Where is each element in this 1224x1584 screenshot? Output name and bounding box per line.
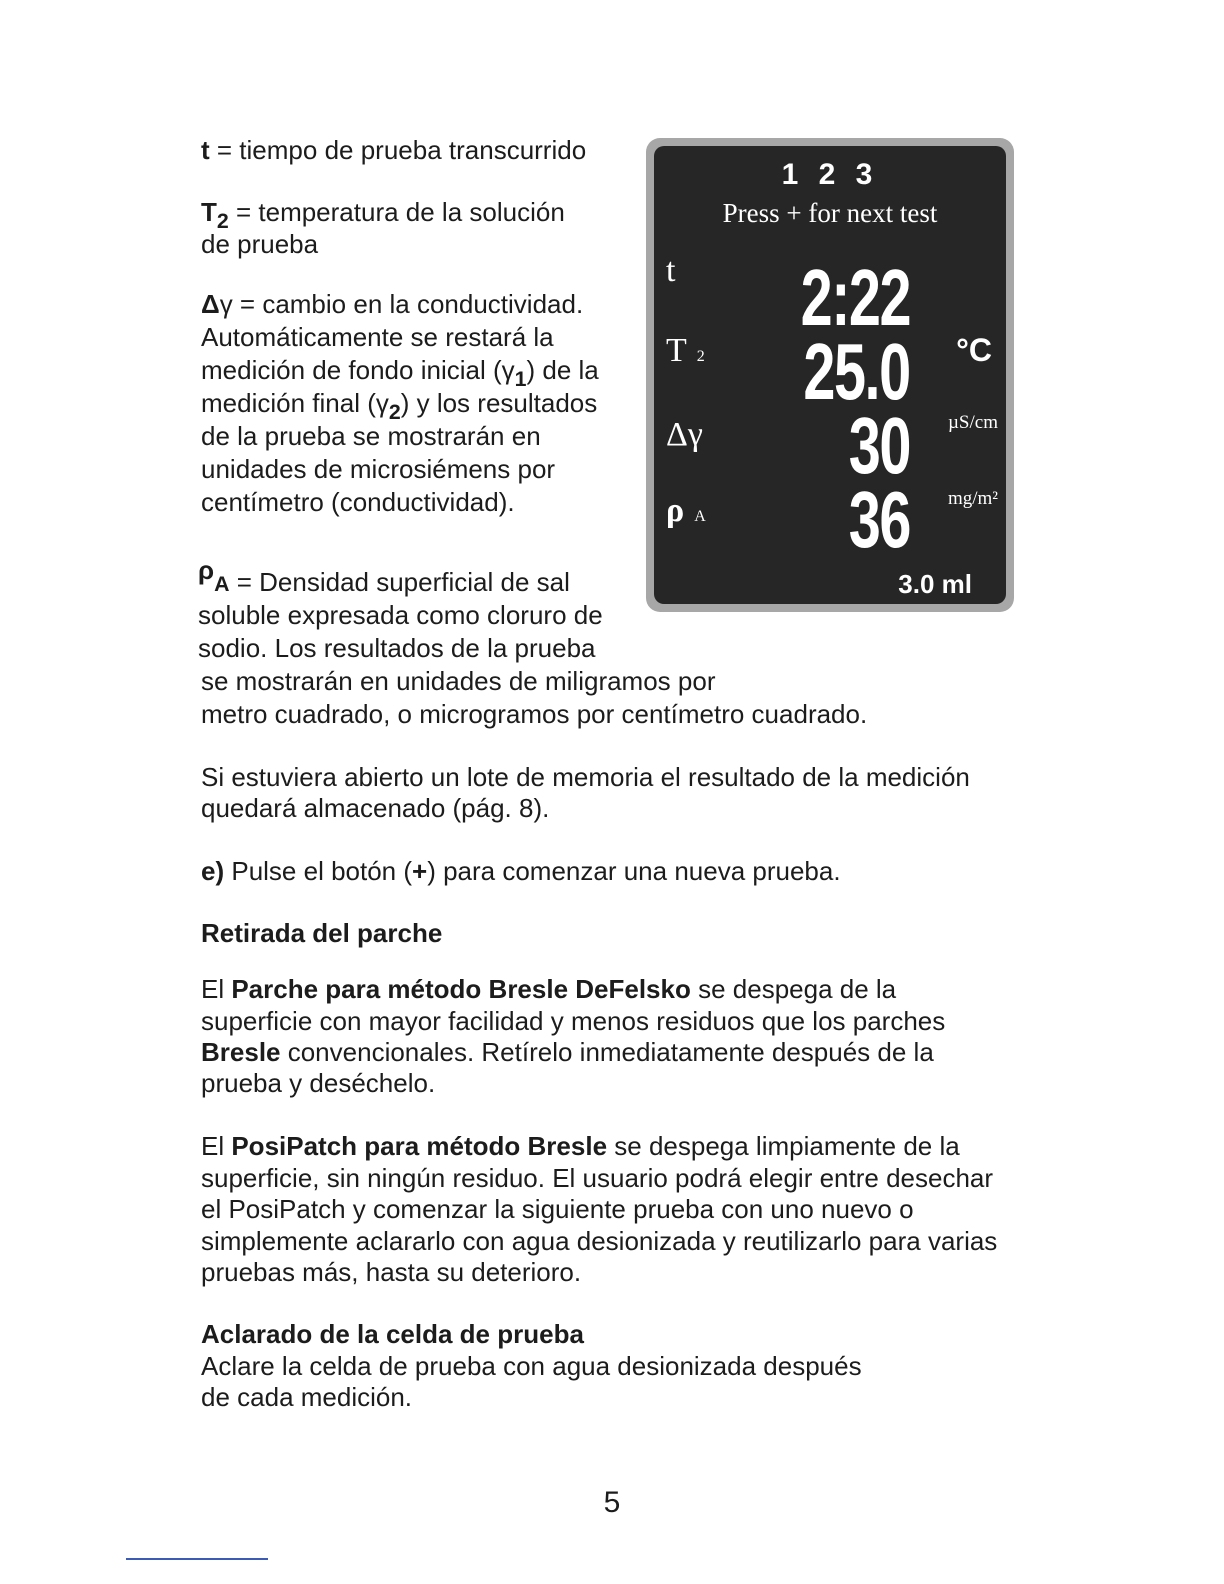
definition-dg-line3 (201, 354, 599, 392)
removal-p2-line1 (201, 1130, 960, 1163)
symbol-delta: Δ (201, 289, 220, 319)
removal-p1-line3 (201, 1036, 934, 1069)
p1-bold2: Bresle (201, 1037, 281, 1067)
t2-value: 25.0 (803, 327, 910, 416)
memory-line2: quedará almacenado (pág. 8). (201, 793, 550, 823)
p1-a: El (201, 974, 232, 1004)
step-e (201, 855, 841, 888)
pa-label-symbol: ρ (666, 492, 685, 529)
dg-value: 30 (848, 401, 910, 490)
definition-pa-line2: soluble expresada como cloruro de (198, 600, 603, 630)
dg-line3-a: medición de fondo inicial (γ (201, 355, 515, 385)
definition-pa-text: = Densidad superficial de sal (229, 567, 570, 597)
step-e-label: e) (201, 856, 225, 886)
symbol-t2-sub: 2 (216, 209, 229, 234)
p1-d: convencionales. Retírelo inmediatamente después de la (280, 1037, 934, 1067)
t2-unit: °C (956, 332, 992, 368)
definition-pa-line4: se mostrarán en unidades de miligramos por (201, 666, 716, 696)
removal-p1-line2: superficie con mayor facilidad y menos residuos que los parches (201, 1006, 946, 1036)
t-label: t (666, 252, 676, 289)
definition-dg-text: γ = cambio en la conductividad. (219, 289, 584, 319)
volume-readout: 3.0 ml (898, 569, 972, 599)
footer-rule (126, 1558, 268, 1560)
pa-label-sub: A (694, 508, 706, 525)
memory-line1: Si estuviera abierto un lote de memoria el resultado de la medición (201, 762, 970, 792)
definition-dg-line4 (201, 387, 598, 425)
p2-a: El (201, 1131, 232, 1161)
definition-t (201, 134, 586, 167)
t2-label (666, 332, 705, 370)
definition-t2-text: = temperatura de la solución (228, 197, 565, 227)
gauge-display (646, 138, 1014, 612)
removal-heading: Retirada del parche (201, 918, 443, 948)
p2-bold: PosiPatch para método Bresle (231, 1131, 608, 1161)
step-e-text-b: ) para comenzar una nueva prueba. (427, 856, 841, 886)
p1-bold: Parche para método Bresle DeFelsko (231, 974, 691, 1004)
symbol-rho-sub: A (214, 572, 230, 596)
pa-label (666, 492, 706, 530)
dg-line3-sub: 1 (514, 367, 527, 392)
definition-pa-line3: sodio. Los resultados de la prueba (198, 633, 596, 663)
t2-label-symbol: T (666, 332, 687, 369)
definition-dg-line7: centímetro (conductividad). (201, 487, 515, 517)
rinse-heading: Aclarado de la celda de prueba (201, 1319, 584, 1349)
t-value: 2:22 (800, 253, 910, 342)
definition-t2-line1 (201, 196, 565, 234)
dg-line4-a: medición final (γ (201, 388, 389, 418)
next-test-prompt: Press + for next test (722, 198, 938, 228)
dg-line3-b: ) de la (526, 355, 599, 385)
definition-pa-line1 (198, 555, 570, 601)
removal-p2-line4: simplemente aclararlo con agua desionizada y reutilizarlo para varias (201, 1226, 998, 1256)
definition-t-text: = tiempo de prueba transcurrido (209, 135, 587, 165)
symbol-t: t (201, 135, 210, 165)
definition-t2-line2: de prueba (201, 229, 319, 259)
symbol-t2: T (201, 197, 217, 227)
rinse-line1: Aclare la celda de prueba con agua desionizada después (201, 1351, 862, 1381)
definition-dg-line6: unidades de microsiémens por (201, 454, 556, 484)
definition-dg-line2: Automáticamente se restará la (201, 322, 554, 352)
removal-p1-line1 (201, 973, 896, 1006)
dg-label: Δγ (666, 416, 703, 453)
batch-indicator: 1 2 3 (781, 158, 879, 191)
step-e-text-a: Pulse el botón ( (224, 856, 413, 886)
dg-line4-b: ) y los resultados (400, 388, 598, 418)
gauge-screen (654, 146, 1006, 604)
definition-dg-line1 (201, 288, 583, 321)
p1-c: se despega de la (690, 974, 897, 1004)
removal-p2-line2: superficie, sin ningún residuo. El usuario podrá elegir entre desechar (201, 1163, 994, 1193)
dg-unit: µS/cm (947, 412, 998, 433)
p2-c: se despega limpiamente de la (607, 1131, 960, 1161)
pa-unit: mg/m² (947, 488, 998, 509)
t2-label-sub: 2 (696, 348, 705, 365)
removal-p1-line4: prueba y deséchelo. (201, 1068, 436, 1098)
definition-dg-line5: de la prueba se mostrarán en (201, 421, 541, 451)
definition-pa-line5: metro cuadrado, o microgramos por centímetro cuadrado. (201, 699, 868, 729)
pa-value: 36 (848, 475, 910, 564)
page-number: 5 (603, 1486, 621, 1519)
rinse-line2: de cada medición. (201, 1382, 413, 1412)
dg-line4-sub: 2 (388, 400, 401, 425)
removal-p2-line3: el PosiPatch y comenzar la siguiente prueba con uno nuevo o (201, 1194, 914, 1224)
plus-icon: + (412, 856, 428, 886)
removal-p2-line5: pruebas más, hasta su deterioro. (201, 1257, 582, 1287)
symbol-rho: ρ (198, 555, 215, 585)
